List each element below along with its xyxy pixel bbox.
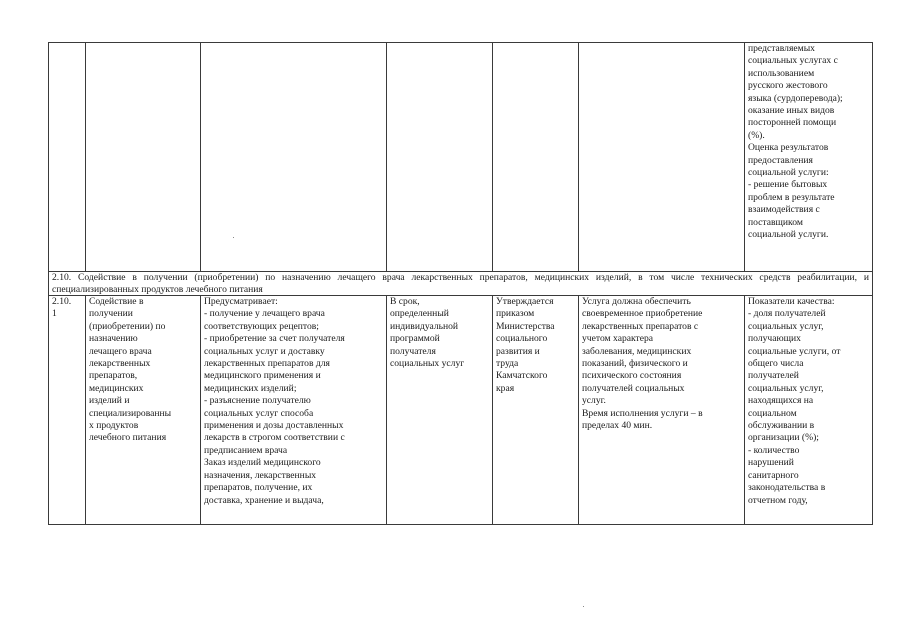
section-row bbox=[49, 272, 873, 296]
services-table bbox=[48, 42, 873, 525]
cell-term-empty bbox=[387, 43, 493, 272]
service-indicators: Показатели качества: - доля получателей социальных услуг, получающих социальные услуги, от общего числа получателей социальных услуг, находящихся на социальном обслуживании в организации (%); - количество нарушений санитарного законодательства в отчетном году, bbox=[748, 296, 841, 506]
cell-indicators-continued bbox=[745, 43, 873, 272]
table-row-continued bbox=[49, 43, 873, 272]
service-number: 2.10. 1 bbox=[52, 296, 72, 320]
table-row bbox=[49, 296, 873, 525]
cell-content bbox=[201, 296, 387, 525]
cell-number bbox=[49, 296, 86, 525]
cell-number-empty bbox=[49, 43, 86, 272]
service-term: В срок, определенный индивидуальной программой получателя социальных услуг bbox=[390, 296, 465, 370]
section-heading bbox=[49, 272, 873, 296]
service-name: Содействие в получении (приобретении) по назначению лечащего врача лекарственных препаратов, медицинских изделий и специализированны х продуктов лечебного питания bbox=[89, 296, 172, 444]
scan-speck bbox=[583, 606, 584, 607]
cell-term bbox=[387, 296, 493, 525]
section-heading-text: 2.10. Содействие в получении (приобретении) по назначению лечащего врача лекарственных препаратов, медицинских изделий, в том числе технических средств реабилитации, и специализированных продуктов лечебного питания bbox=[52, 272, 869, 295]
scan-speck bbox=[233, 237, 234, 238]
service-content: Предусматривает: - получение у лечащего врача соответствующих рецептов; - приобретение за счет получателя социальных услуг и доставку лекарственных препаратов для медицинского применения и медицинских изделий; - разъяснение получателю социальных услуг способа применения и дозы доставленных лекарств в строгом соответствии с предписанием врача Заказ изделий медицинского назначения, лекарственных препаратов, получение, их доставка, хранение и выдача, bbox=[204, 296, 345, 506]
cell-tariff bbox=[493, 296, 579, 525]
cell-name bbox=[86, 296, 201, 525]
cell-indicators bbox=[745, 296, 873, 525]
indicators-continued-text: представляемых социальных услугах с использованием русского жестового языка (сурдоперевода); оказание иных видов посторонней помощи (%). Оценка результатов предоставления социальной услуги: - решение бытовых проблем в результате взаимодействия с поставщиком социальной услуги. bbox=[748, 43, 843, 241]
service-tariff: Утверждается приказом Министерства социального развития и труда Камчатского края bbox=[496, 296, 555, 394]
cell-tariff-empty bbox=[493, 43, 579, 272]
cell-content-empty bbox=[201, 43, 387, 272]
service-conditions: Услуга должна обеспечить своевременное приобретение лекарственных препаратов с учетом характера заболевания, медицинских показаний, физического и психического состояния получателей социальных услуг. Время исполнения услуги – в пределах 40 мин. bbox=[582, 296, 703, 432]
cell-name-empty bbox=[86, 43, 201, 272]
cell-conditions-empty bbox=[579, 43, 745, 272]
cell-conditions bbox=[579, 296, 745, 525]
